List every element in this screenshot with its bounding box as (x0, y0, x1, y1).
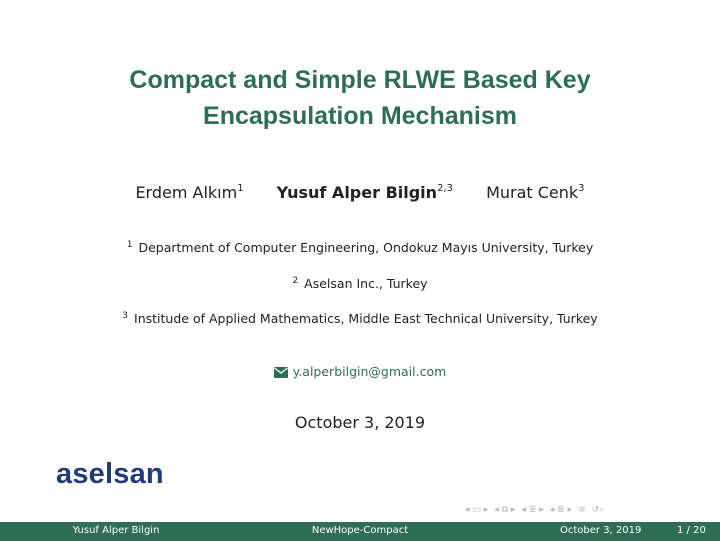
footer-author: Yusuf Alper Bilgin (72, 525, 160, 536)
title-line-2: Encapsulation Mechanism (203, 102, 517, 130)
author-affil-mark: 1 (237, 183, 244, 194)
author-name: Yusuf Alper Bilgin (276, 183, 438, 202)
footer-page-number: 1 / 20 (677, 525, 706, 536)
affil-text: Aselsan Inc., Turkey (304, 276, 428, 291)
nav-search-icon[interactable]: ↺⌕ (591, 505, 605, 515)
beamer-nav-controls (465, 505, 610, 515)
affiliation-2 (0, 276, 720, 291)
presentation-date: October 3, 2019 (294, 413, 426, 432)
email-line (0, 364, 720, 381)
affiliation-1 (0, 240, 720, 255)
affil-text: Institude of Applied Mathematics, Middle East Technical University, Turkey (134, 311, 598, 326)
title-line-1: Compact and Simple RLWE Based Key (129, 66, 591, 94)
author-name: Erdem Alkım (135, 183, 238, 202)
envelope-icon (274, 366, 288, 381)
author-2 (277, 183, 453, 202)
email-link[interactable]: y.alperbilgin@gmail.com (292, 364, 447, 379)
affil-mark: 3 (122, 311, 129, 321)
aselsan-logo: aselsan (56, 458, 164, 490)
affil-mark: 1 (126, 240, 133, 250)
nav-section-left-icon[interactable]: ◂ ≣ ▸ (521, 505, 544, 515)
author-affil-mark: 2,3 (437, 183, 453, 194)
nav-align-icon[interactable]: ≡ (578, 505, 586, 515)
author-affil-mark: 3 (578, 183, 585, 194)
affiliation-3 (0, 311, 720, 326)
nav-subsection-icon[interactable]: ◂ ⧉ ▸ (494, 505, 516, 515)
footer-title: NewHope-Compact (311, 525, 409, 536)
footer-date: October 3, 2019 (560, 525, 642, 536)
affil-text: Department of Computer Engineering, Ondokuz Mayıs University, Turkey (138, 240, 594, 255)
slide-title (0, 62, 720, 134)
author-3 (486, 183, 584, 202)
nav-section-icon[interactable]: ◂ ≣ ▸ (549, 505, 573, 515)
author-name: Murat Cenk (486, 183, 579, 202)
nav-frame-left-icon[interactable]: ◂ ▭ ▸ (465, 505, 489, 515)
author-1 (135, 183, 243, 202)
author-list (0, 183, 720, 202)
footer-bar (0, 522, 720, 541)
affil-mark: 2 (292, 276, 299, 286)
